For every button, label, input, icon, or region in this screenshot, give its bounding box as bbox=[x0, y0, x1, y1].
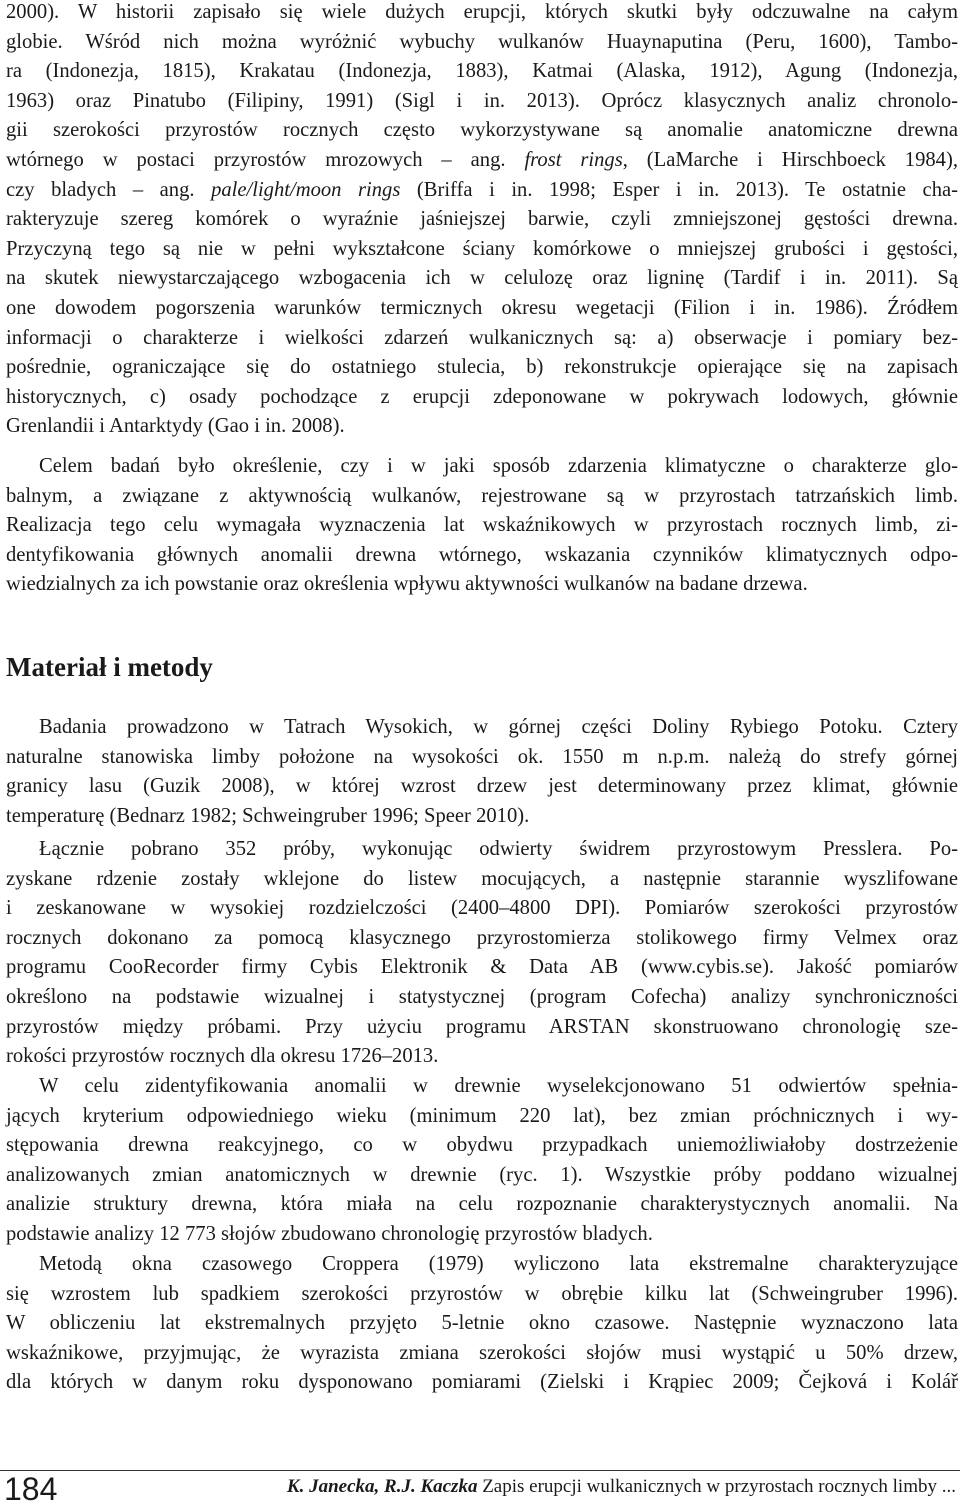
text-line: zyskane rdzenie zostały wklejone do listew mocujących, a następnie starannie wyszlifowane bbox=[6, 867, 958, 890]
text-line: Przyczyną tego są nie w pełni wykształcone ściany komórkowe o mniejszej grubości i gęstości, bbox=[6, 237, 958, 260]
text-line: globie. Wśród nich można wyróżnić wybuchy wulkanów Huaynaputina (Peru, 1600), Tambo- bbox=[6, 30, 958, 53]
text-line: historycznych, c) osady pochodzące z erupcji zdeponowane w pokrywach lodowych, głównie bbox=[6, 385, 958, 408]
text-line: dentyfikowania głównych anomalii drewna wtórnego, wskazania czynników klimatycznych odpo- bbox=[6, 543, 958, 566]
text-line bbox=[6, 452, 958, 482]
methods-paragraph-4 bbox=[6, 1250, 958, 1398]
section-heading: Materiał i metody bbox=[6, 652, 213, 682]
text-line: balnym, a związane z aktywnością wulkanów, rejestrowane są w przyrostach tatrzańskich limb. bbox=[6, 484, 958, 507]
text-line: rakteryzuje szereg komórek o wyraźnie jaśniejszej barwie, czyli zmniejszonej gęstości drewna. bbox=[6, 208, 958, 231]
italic-term: frost rings bbox=[524, 148, 623, 171]
text-line: analizowanych zmian anatomicznych w drewnie (ryc. 1). Wszystkie próby poddano wizualnej bbox=[6, 1163, 958, 1186]
italic-term: pale/light/moon rings bbox=[211, 178, 401, 201]
text-line bbox=[6, 176, 958, 206]
text-line: analizie struktury drewna, która miała na celu rozpoznanie charakterystycznych anomalii. Na bbox=[6, 1193, 958, 1216]
text-line: 2000). W historii zapisało się wiele dużych erupcji, których skutki były odczuwalne na całym bbox=[6, 1, 958, 23]
text-line: wiedzialnych za ich powstanie oraz określenia wpływu aktywności wulkanów na badane drzewa. bbox=[6, 573, 808, 596]
text-line: programu CooRecorder firmy Cybis Elektronik & Data AB (www.cybis.se). Jakość pomiarów bbox=[6, 956, 958, 979]
text-line bbox=[6, 146, 958, 176]
text-span: W celu zidentyfikowania anomalii w drewnie wyselekcjonowano 51 odwiertów spełnia- bbox=[39, 1075, 958, 1097]
text-line: ra (Indonezja, 1815), Krakatau (Indonezja, 1883), Katmai (Alaska, 1912), Agung (Indonezja, bbox=[6, 60, 958, 83]
footer-title: Zapis erupcji wulkanicznych w przyrostach rocznych limby ... bbox=[477, 1476, 956, 1497]
text-span: czy bladych – ang. bbox=[6, 178, 212, 201]
text-line: pośrednie, ograniczające się do ostatniego stulecia, b) rekonstrukcje opierające się na zapisach bbox=[6, 356, 958, 379]
text-line: stępowania drewna reakcyjnego, co w obydwu przypadkach uniemożliwiałoby dostrzeżenie bbox=[6, 1134, 958, 1157]
text-line: W obliczeniu lat ekstremalnych przyjęto 5-letnie okno czasowe. Następnie wyznaczono lata bbox=[6, 1312, 958, 1335]
methods-paragraph-1 bbox=[6, 713, 958, 831]
text-line: jących kryterium odpowiedniego wieku (minimum 220 lat), bez zmian próchnicznych i wy- bbox=[6, 1104, 958, 1127]
text-line: granicy lasu (Guzik 2008), w której wzrost drzew jest determinowany przez klimat, głównie bbox=[6, 775, 958, 798]
text-line: Grenlandii i Antarktydy (Gao i in. 2008). bbox=[6, 415, 345, 438]
text-line: informacji o charakterze i wielkości zdarzeń wulkanicznych są: a) obserwacje i pomiary bez- bbox=[6, 326, 958, 349]
text-line: określono na podstawie wizualnej i statystycznej (program Cofecha) analizy synchroniczności bbox=[6, 985, 958, 1008]
text-line: rocznych dokonano za pomocą klasycznego przyrostomierza stolikowego firmy Velmex oraz bbox=[6, 926, 958, 949]
text-line: temperaturę (Bednarz 1982; Schweingruber 1996; Speer 2010). bbox=[6, 804, 530, 827]
text-line bbox=[6, 1250, 958, 1280]
text-span: (Briffa i in. 1998; Esper i in. 2013). Te ostatnie cha- bbox=[400, 178, 958, 201]
methods-paragraph-3 bbox=[6, 1072, 958, 1250]
text-line: Realizacja tego celu wymagała wyznaczenia lat wskaźnikowych w przyrostach rocznych limb, zi- bbox=[6, 514, 958, 537]
text-line: 1963) oraz Pinatubo (Filipiny, 1991) (Sigl i in. 2013). Oprócz klasycznych analiz chronolo- bbox=[6, 89, 958, 112]
text-line bbox=[6, 1072, 958, 1102]
intro-paragraph bbox=[6, 0, 958, 442]
methods-paragraph-2 bbox=[6, 835, 958, 1072]
text-line: się wzrostem lub spadkiem szerokości przyrostów w obrębie kilku lat (Schweingruber 1996). bbox=[6, 1282, 958, 1305]
text-span: Metodą okna czasowego Croppera (1979) wyliczono lata ekstremalne charakteryzujące bbox=[39, 1253, 958, 1275]
text-line: naturalne stanowiska limby położone na wysokości ok. 1550 m n.p.m. należą do strefy górnej bbox=[6, 745, 958, 768]
page-number: 184 bbox=[4, 1471, 58, 1507]
text-line: na skutek niewystarczającego wzbogacenia ich w celulozę oraz ligninę (Tardif i in. 2011). Są bbox=[6, 267, 958, 290]
text-span: Łącznie pobrano 352 próby, wykonując odwierty świdrem przyrostowym Presslera. Po- bbox=[39, 838, 958, 860]
text-line: wskaźnikowe, przyjmując, że wyrazista zmiana szerokości słojów musi wystąpić u 50% drzew, bbox=[6, 1341, 958, 1364]
text-line: podstawie analizy 12 773 słojów zbudowano chronologię przyrostów bladych. bbox=[6, 1222, 653, 1245]
running-footer bbox=[287, 1476, 956, 1498]
text-line: i zeskanowane w wysokiej rozdzielczości (2400–4800 DPI). Pomiarów szerokości przyrostów bbox=[6, 897, 958, 920]
text-line: gii szerokości przyrostów rocznych często wykorzystywane są anomalie anatomiczne drewna bbox=[6, 119, 958, 142]
aim-paragraph bbox=[6, 452, 958, 600]
footer-authors: K. Janecka, R.J. Kaczka bbox=[286, 1476, 478, 1497]
text-line: one dowodem pogorszenia warunków termicznych okresu wegetacji (Filion i in. 1986). Źródłem bbox=[6, 296, 958, 319]
footer-divider bbox=[0, 1470, 960, 1471]
text-span: wtórnego w postaci przyrostów mrozowych – ang. bbox=[6, 148, 525, 171]
text-span: Celem badań było określenie, czy i w jaki sposób zdarzenia klimatyczne o charakterze glo- bbox=[39, 455, 958, 477]
text-line: dla których w danym roku dysponowano pomiarami (Zielski i Krąpiec 2009; Čejková i Kolář bbox=[6, 1371, 958, 1394]
text-span: , (LaMarche i Hirschboeck 1984), bbox=[622, 148, 958, 171]
text-line bbox=[6, 713, 958, 743]
text-line bbox=[6, 835, 958, 865]
text-line: rokości przyrostów rocznych dla okresu 1726–2013. bbox=[6, 1045, 439, 1068]
text-span: Badania prowadzono w Tatrach Wysokich, w górnej części Doliny Rybiego Potoku. Cztery bbox=[39, 716, 958, 738]
text-line: przyrostów między próbami. Przy użyciu programu ARSTAN skonstruowano chronologię sze- bbox=[6, 1015, 958, 1038]
